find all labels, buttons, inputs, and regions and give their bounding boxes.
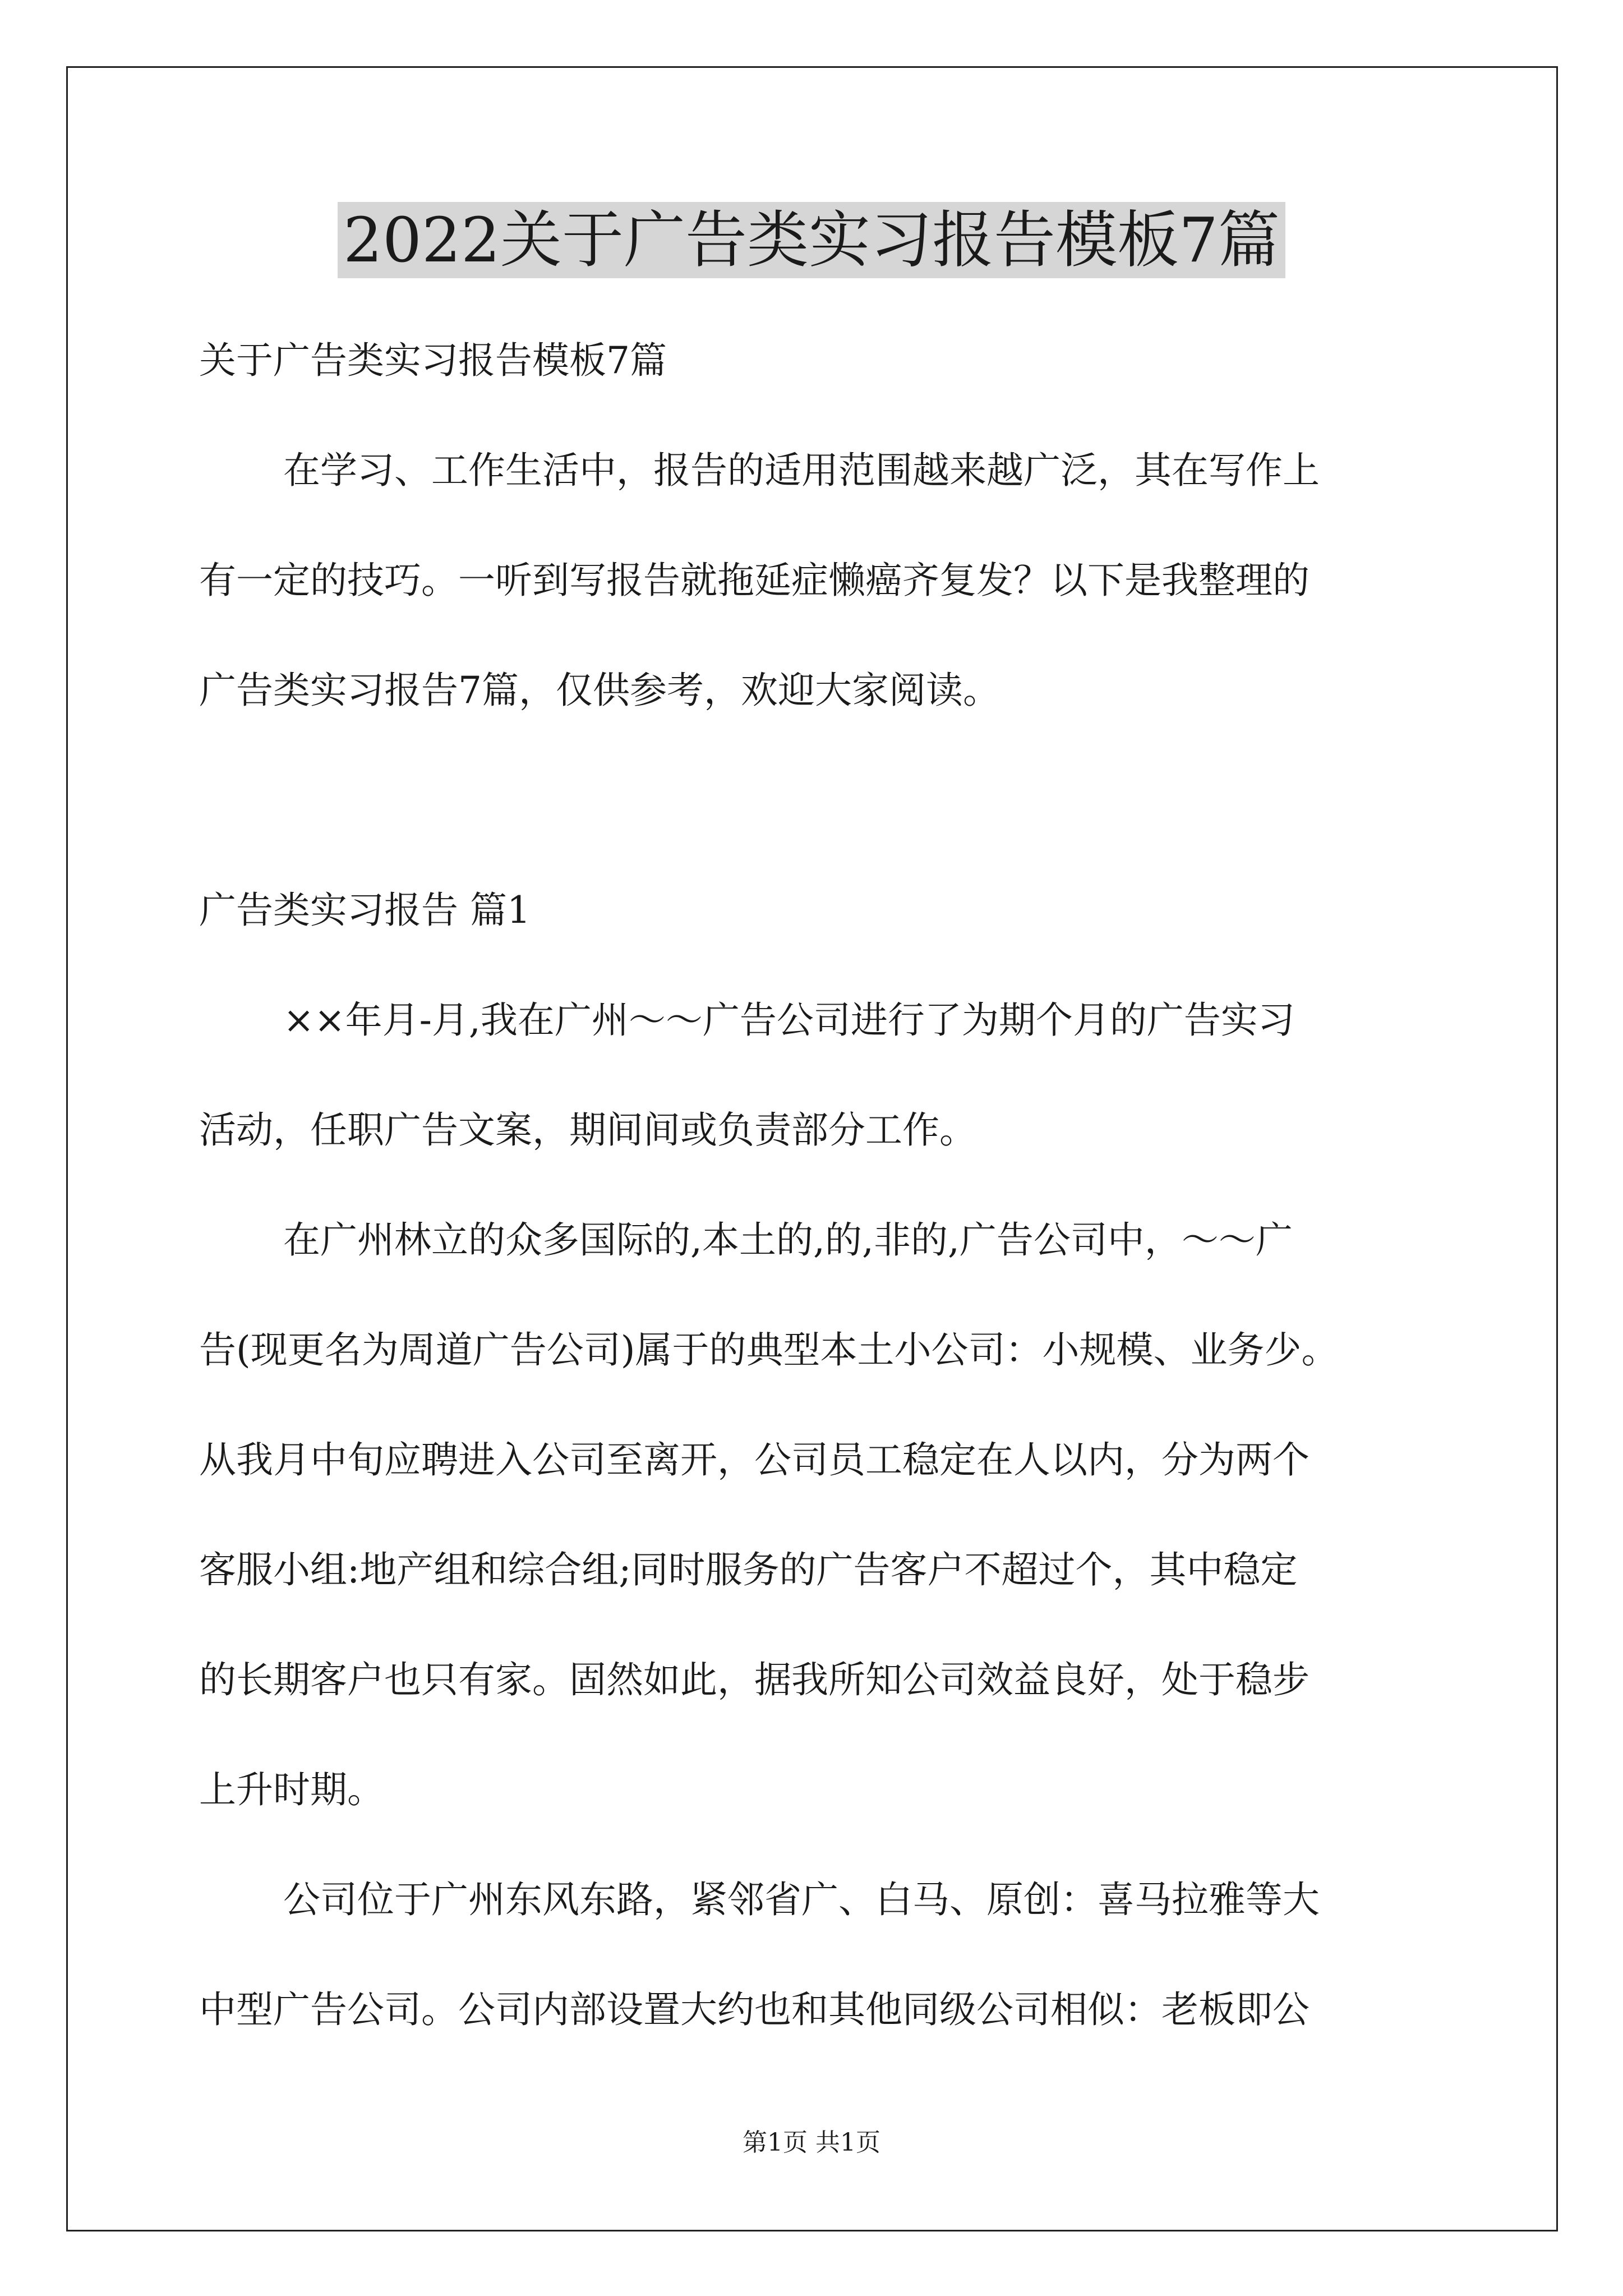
paragraph-2-line: 告(现更名为周道广告公司)属于的典型本土小公司：小规模、业务少。 xyxy=(199,1328,1339,1372)
paragraph-1-line: ××年月-月,我在广州～～广告公司进行了为期个月的广告实习 xyxy=(283,999,1295,1042)
paragraph-2-line: 客服小组:地产组和综合组;同时服务的广告客户不超过个，其中稳定 xyxy=(199,1548,1298,1591)
paragraph-3-line: 中型广告公司。公司内部设置大约也和其他同级公司相似：老板即公 xyxy=(199,1988,1310,2031)
document-title-text: 2022关于广告类实习报告模板7篇 xyxy=(338,202,1285,278)
intro-line: 在学习、工作生活中，报告的适用范围越来越广泛，其在写作上 xyxy=(283,449,1320,492)
document-body xyxy=(199,306,1427,2065)
page-footer: 第1页 共1页 xyxy=(743,2128,880,2157)
section-heading: 广告类实习报告 篇1 xyxy=(199,889,531,932)
paragraph-3-line: 公司位于广州东风东路，紧邻省广、白马、原创：喜马拉雅等大 xyxy=(283,1878,1320,1921)
intro-line: 广告类实习报告7篇，仅供参考，欢迎大家阅读。 xyxy=(199,669,1000,712)
paragraph-2-line: 从我月中旬应聘进入公司至离开，公司员工稳定在人以内，分为两个 xyxy=(199,1438,1310,1481)
intro-line: 有一定的技巧。一听到写报告就拖延症懒癌齐复发？以下是我整理的 xyxy=(199,559,1310,602)
blank-line xyxy=(199,746,1427,855)
paragraph-2-line: 上升时期。 xyxy=(199,1768,384,1811)
paragraph-2-line: 在广州林立的众多国际的,本土的,的,非的,广告公司中，～～广 xyxy=(283,1218,1293,1262)
document-title xyxy=(0,201,1623,279)
paragraph-2-line: 的长期客户也只有家。固然如此，据我所知公司效益良好，处于稳步 xyxy=(199,1658,1310,1701)
document-subtitle: 关于广告类实习报告模板7篇 xyxy=(199,339,667,382)
paragraph-1-line: 活动，任职广告文案，期间间或负责部分工作。 xyxy=(199,1108,976,1152)
